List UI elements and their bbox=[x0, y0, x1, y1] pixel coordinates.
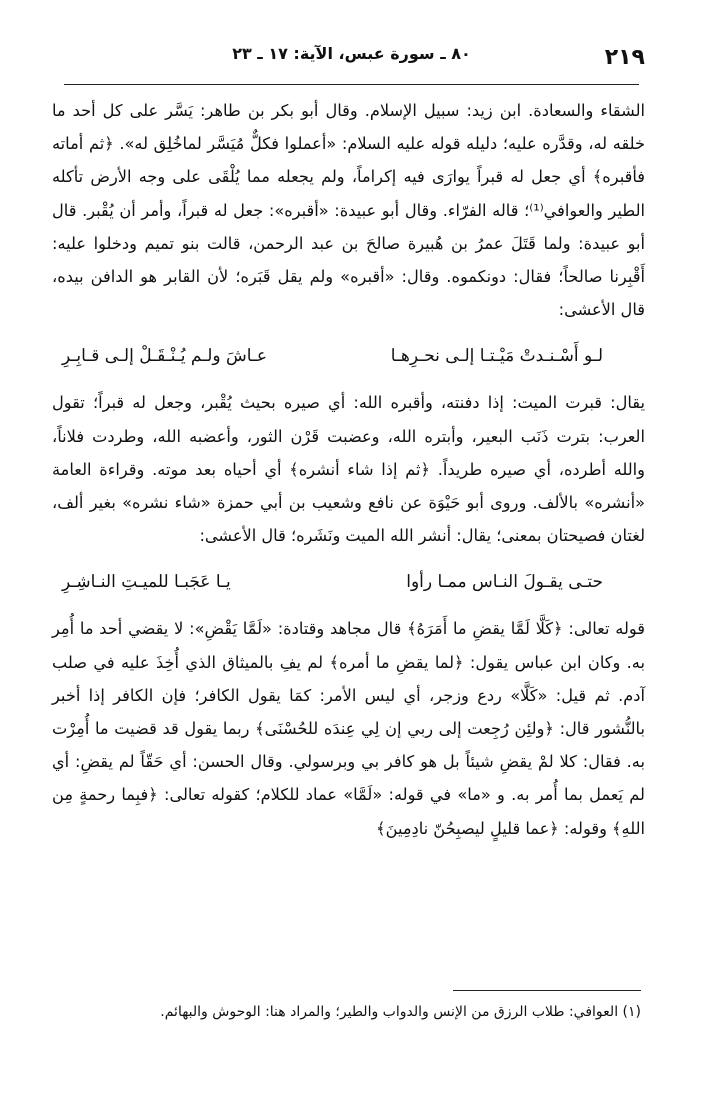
footnote: (١) العوافي: طلاب الرزق من الإنس والدواب والطير؛ والمراد هنا: الوحوش والبهائم. bbox=[160, 1004, 641, 1020]
paragraph-1: الشقاء والسعادة. ابن زيد: سبيل الإسلام. وقال أبو بكر بن طاهر: يَسَّر على كل أحد ما خلقه له، وقدَّره عليه؛ دليله قوله عليه السلام: «أعملوا فكلٌّ مُيَسَّر لماخُلِق له». ﴿ثم أماته فأقبره﴾ أي جعل له قبراً يوارَى فيه إكراماً، ولم يجعله مما يُلْقَى على وجه الأرض تأكله الطير والعوافي⁽¹⁾؛ قاله الفرّاء. وقال أبو عبيدة: «أقبره»: جعل له قبراً، وأمر أن يُقْبر. قال أبو عبيدة: ولما قَتَلَ عمرُ بن هُبيرة صالحَ بن عبد الرحمن، قالت بنو تميم ودخلوا عليه: أَقْبِرنا صالحاً؛ فقال: دونكموه. وقال: «أقبره» ولم يقل قَبَره؛ لأن القابر هو الدافن بيده، قال الأعشى: bbox=[52, 101, 645, 320]
verse-second-hemistich: يـا عَجَبـا للميـتِ النـاشِـرِ bbox=[62, 572, 231, 593]
page-number: ٢١٩ bbox=[604, 45, 645, 70]
page-header bbox=[58, 34, 645, 74]
poetry-verse-1 bbox=[52, 326, 645, 386]
footnote-divider bbox=[453, 990, 641, 991]
header-divider bbox=[64, 84, 639, 85]
verse-first-hemistich: حتـى يقـولَ النـاس ممـا رأوا bbox=[406, 572, 603, 593]
paragraph-3: قوله تعالى: ﴿كَلَّا لَمَّا يقضِ ما أَمَرَهُ﴾ قال مجاهد وقتادة: «لَمَّا يَقْضِ»: لا يقضي أحد ما أُمِر به. وكان ابن عباس يقول: ﴿لما يقضِ ما أمره﴾ لم يفِ بالميثاق الذي أُخِذَ عليه في صلب آدم. ثم قيل: «كَلَّا» ردع وزجر، أي ليس الأمر: كمَا يقول الكافر؛ فإن الكافر إذا أخبر بالنُّشور قال: ﴿ولئِن رُجِعت إلى ربي إن لِي عِندَه للحُسْنَى﴾ ربما يقول قد قضيت ما أُمِرْت به. فقال: كلا لمْ يقضِ شيئاً بل هو كافر بي وبرسولي. وقال الحسن: أي حَقّاً لم يقضِ: أي لم يَعمل بما أُمر به. و «ما» في قوله: «لَمَّا» عماد للكلام؛ كقوله تعالى: ﴿فبِما رحمةٍ مِن اللهِ﴾ وقوله: ﴿عما قليلٍ ليصبِحُنّ نادِمِينَ﴾ bbox=[52, 619, 645, 838]
main-text bbox=[52, 94, 645, 845]
poetry-verse-2 bbox=[52, 552, 645, 612]
verse-first-hemistich: لـو أَسْـنـدتْ مَيْـتـا إلـى نحـرِهـا bbox=[390, 346, 603, 367]
verse-second-hemistich: عـاشَ ولـم يُـنْـقَـلْ إلـى قـابِـرِ bbox=[62, 346, 268, 367]
running-title: ٨٠ ـ سورة عبس، الآية: ١٧ ـ ٢٣ bbox=[232, 44, 471, 63]
paragraph-2: يقال: قبرت الميت: إذا دفنته، وأقبره الله: أي صيره بحيث يُقْبر، وجعل له قبراً؛ تقول العرب: بترت ذَنَب البعير، وأبتره الله، وعضبت قَرْن الثور، وأعضبه الله، وطردت فلاناً، والله أطرده، أي صيره طريداً. ﴿ثم إذا شاء أنشره﴾ أي أحياه بعد موته. وقراءة العامة «أنشره» بالألف. وروى أبو حَيْوَة عن نافع وشعيب بن أبي حمزة «شاء نشره» بغير ألف، لغتان فصيحتان بمعنى؛ يقال: أنشر الله الميت ونَشَره؛ قال الأعشى: bbox=[52, 393, 645, 546]
